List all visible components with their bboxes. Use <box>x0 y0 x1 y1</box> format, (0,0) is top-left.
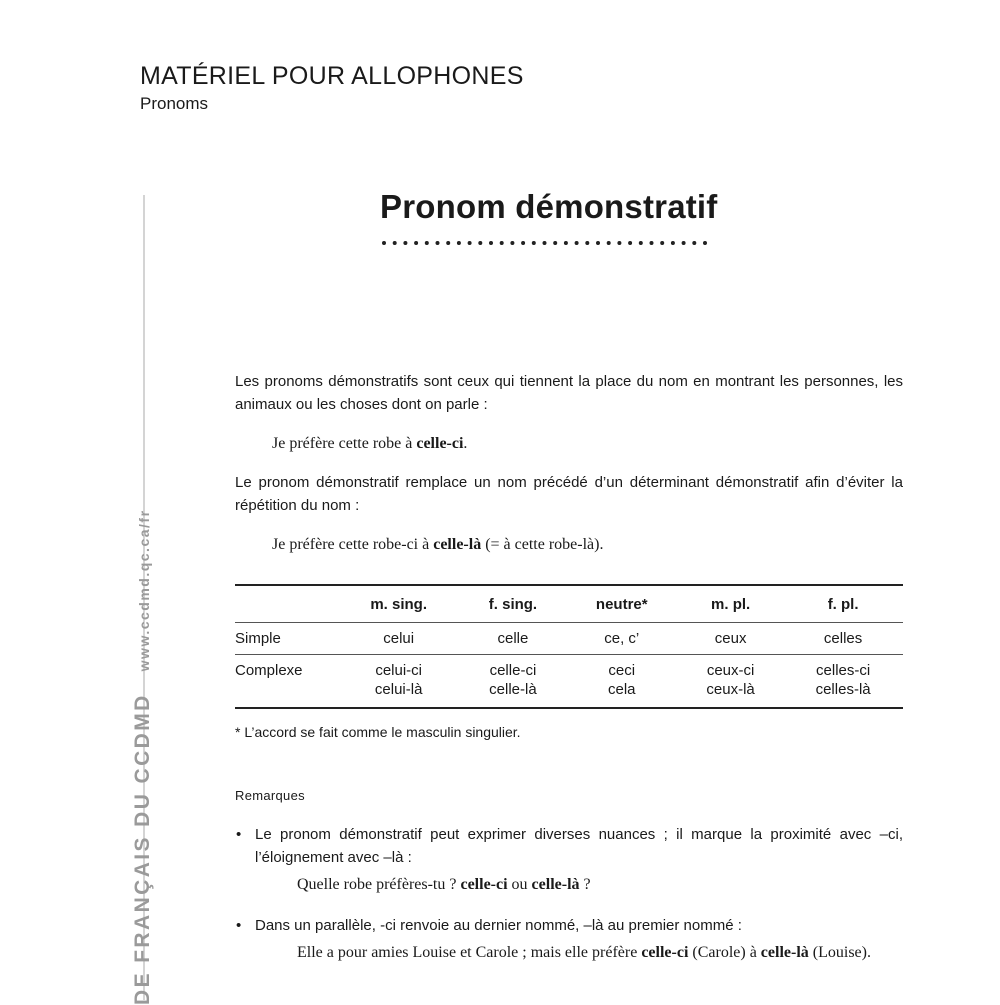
sidebar-url: www.ccdmd.qc.ca/fr <box>136 509 152 672</box>
sidebar-vertical-text <box>131 509 155 1005</box>
table-cell: celui-ci celui-là <box>374 662 423 698</box>
row-label: Simple <box>235 623 337 655</box>
bullet-icon: • <box>236 917 242 934</box>
title-dotted-underline <box>382 240 717 246</box>
remark-example: Elle a pour amies Louise et Carole ; mais elle préfère celle-ci (Carole) à celle-là (Louise). <box>297 944 871 961</box>
table-cell: celle-ci celle-là <box>489 662 537 698</box>
row-label: Complexe <box>235 662 303 679</box>
document-header <box>140 60 524 115</box>
column-header-neutre: neutre* <box>595 595 648 613</box>
example-sentence-2: Je préfère cette robe-ci à celle-là (= à cette robe-là). <box>272 536 604 553</box>
remark-text: Dans un parallèle, -ci renvoie au dernier nommé, –là au premier nommé : <box>255 917 742 934</box>
table-cell: celle <box>460 623 565 655</box>
table-row-complexe <box>235 655 903 709</box>
table-cell: celui <box>337 623 460 655</box>
main-content <box>235 370 903 982</box>
intro-paragraph: Les pronoms démonstratifs sont ceux qui tiennent la place du nom en montrant les personnes, les animaux ou les choses dont on parle : <box>235 373 903 413</box>
bullet-icon: • <box>236 826 242 843</box>
section-subtitle: Pronoms <box>140 94 209 113</box>
remarks-heading: Remarques <box>235 788 305 803</box>
column-header-m-pl: m. pl. <box>711 595 751 613</box>
table-cell: ce, c’ <box>566 623 678 655</box>
column-header-f-sing: f. sing. <box>488 595 538 613</box>
collection-title: MATÉRIEL POUR ALLOPHONES <box>140 62 524 90</box>
column-header-f-pl: f. pl. <box>827 595 859 613</box>
table-cell: ceci cela <box>608 662 636 698</box>
table-cell: ceux <box>678 623 783 655</box>
sidebar-publisher: DE FRANÇAIS DU CCDMD <box>131 693 154 1005</box>
remark-example: Quelle robe préfères-tu ? celle-ci ou celle-là ? <box>297 876 591 893</box>
demonstrative-pronoun-table <box>235 584 903 709</box>
table-header-row <box>235 585 903 623</box>
table-row-simple <box>235 623 903 655</box>
remarks-list <box>235 823 903 964</box>
table-cell: celles <box>783 623 903 655</box>
column-header-m-sing: m. sing. <box>370 595 428 613</box>
example-sentence-1: Je préfère cette robe à celle-ci. <box>272 435 468 452</box>
column-header-empty <box>235 585 337 623</box>
remark-text: Le pronom démonstratif peut exprimer diverses nuances ; il marque la proximité avec –ci, l’éloignement avec –là : <box>255 826 903 866</box>
table-cell: celles-ci celles-là <box>815 662 871 698</box>
list-item <box>235 914 903 964</box>
explanation-paragraph: Le pronom démonstratif remplace un nom précédé d’un déterminant démonstratif afin d’éviter la répétition du nom : <box>235 474 903 514</box>
page-title: Pronom démonstratif <box>380 188 718 225</box>
table-footnote: * L’accord se fait comme le masculin singulier. <box>235 724 521 740</box>
list-item <box>235 823 903 896</box>
table-cell: ceux-ci ceux-là <box>706 662 755 698</box>
